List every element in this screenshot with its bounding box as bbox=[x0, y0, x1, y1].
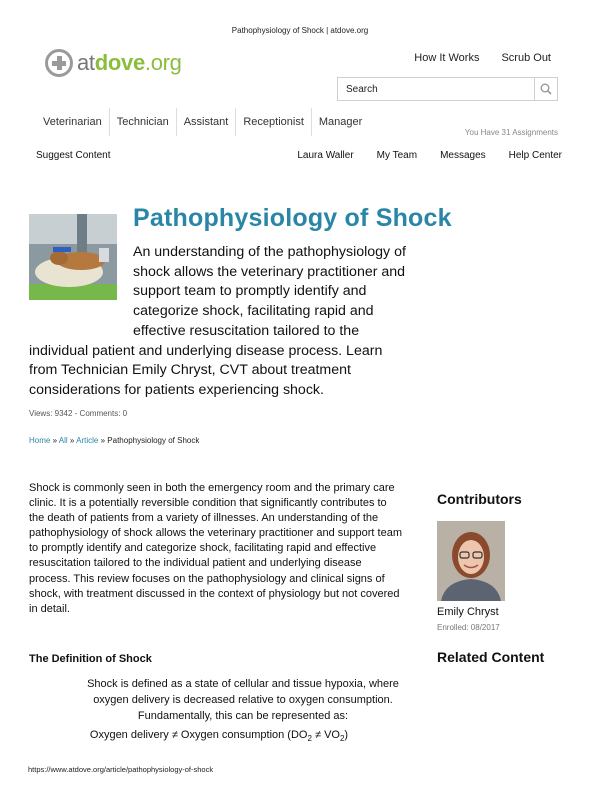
logo-dove: dove bbox=[94, 50, 145, 75]
search-input[interactable] bbox=[338, 78, 534, 100]
oxygen-formula bbox=[29, 729, 409, 743]
role-technician[interactable]: Technician bbox=[110, 108, 177, 136]
messages-link[interactable]: Messages bbox=[440, 150, 486, 161]
top-links bbox=[414, 52, 551, 64]
article-title: Pathophysiology of Shock bbox=[133, 204, 452, 232]
intro-float-spacer bbox=[29, 243, 133, 328]
print-footer-url: https://www.atdove.org/article/pathophysiology-of-shock bbox=[28, 765, 214, 774]
breadcrumb-article[interactable]: Article bbox=[76, 436, 99, 445]
formula-subscript: 2 bbox=[339, 734, 345, 744]
article-intro bbox=[29, 243, 409, 401]
role-veterinarian[interactable]: Veterinarian bbox=[36, 108, 110, 136]
related-content-heading: Related Content bbox=[437, 649, 545, 665]
role-receptionist[interactable]: Receptionist bbox=[236, 108, 312, 136]
definition-text: Shock is defined as a state of cellular and tissue hypoxia, where oxygen delivery is decreased relative to oxygen consumption. Fundamentally, this can be represented as: bbox=[87, 678, 399, 722]
formula-middle: ≠ VO bbox=[311, 729, 340, 741]
role-manager[interactable]: Manager bbox=[318, 116, 363, 128]
breadcrumb-separator: » bbox=[50, 436, 59, 445]
site-logo[interactable] bbox=[45, 47, 182, 79]
article-body-paragraph: Shock is commonly seen in both the emergency room and the primary care clinic. It is a potentially reversible condition that significantly contributes to the death of patients from a variety of illnesses. An understanding of the pathophysiology of shock allows the veterinary practitioner and support team to promptly identify and categorize shock, facilitating rapid and effective resuscitation tailored to the individual patient and underlying disease process. This review focuses on the pathophysiology and clinical signs of shock, with treatment discussed in the context of physiology but not covered in detail. bbox=[29, 482, 402, 615]
breadcrumb bbox=[29, 436, 199, 445]
formula-subscript: 2 bbox=[307, 734, 312, 744]
search-box bbox=[337, 77, 558, 101]
breadcrumb-separator: » bbox=[98, 436, 108, 445]
breadcrumb-home[interactable]: Home bbox=[29, 436, 51, 445]
breadcrumb-separator: » bbox=[67, 436, 77, 445]
article-stats: Views: 9342 - Comments: 0 bbox=[29, 409, 128, 418]
search-button[interactable] bbox=[534, 78, 557, 100]
suggest-content-link[interactable]: Suggest Content bbox=[36, 150, 111, 161]
logo-org: .org bbox=[144, 50, 182, 75]
plus-circle-icon bbox=[45, 49, 73, 77]
user-nav bbox=[297, 150, 562, 161]
contributor-avatar[interactable] bbox=[437, 521, 505, 601]
formula-right: ) bbox=[344, 729, 349, 741]
logo-wordmark bbox=[77, 50, 182, 76]
my-team-link[interactable]: My Team bbox=[376, 150, 418, 161]
role-assistant[interactable]: Assistant bbox=[177, 108, 237, 136]
user-name-link[interactable]: Laura Waller bbox=[297, 150, 354, 161]
contributors-heading: Contributors bbox=[437, 491, 522, 507]
print-page-title: Pathophysiology of Shock | atdove.org bbox=[231, 26, 369, 35]
logo-at: at bbox=[77, 50, 95, 75]
formula-left: Oxygen delivery ≠ Oxygen consumption (DO bbox=[89, 729, 308, 741]
contributor-name[interactable]: Emily Chryst bbox=[437, 606, 499, 618]
definition-heading: The Definition of Shock bbox=[29, 653, 152, 665]
how-it-works-link[interactable]: How It Works bbox=[414, 52, 480, 64]
assignments-count[interactable]: You Have 31 Assignments bbox=[464, 128, 558, 137]
scrub-out-link[interactable]: Scrub Out bbox=[501, 52, 551, 64]
intro-text: An understanding of the pathophysiology of shock allows the veterinary practitioner and support team to promptly identify and categorize shock, facilitating rapid and effective resuscitation tailored to the individual patient and underlying disease process. Learn from Technician Emily Chryst, CVT about treatment considerations for patients experiencing shock. bbox=[29, 244, 406, 398]
breadcrumb-all[interactable]: All bbox=[58, 436, 68, 445]
breadcrumb-current: Pathophysiology of Shock bbox=[107, 436, 200, 445]
contributor-enrolled: Enrolled: 08/2017 bbox=[437, 623, 500, 632]
role-nav bbox=[36, 108, 369, 136]
help-center-link[interactable]: Help Center bbox=[508, 150, 562, 161]
search-icon bbox=[540, 83, 552, 95]
